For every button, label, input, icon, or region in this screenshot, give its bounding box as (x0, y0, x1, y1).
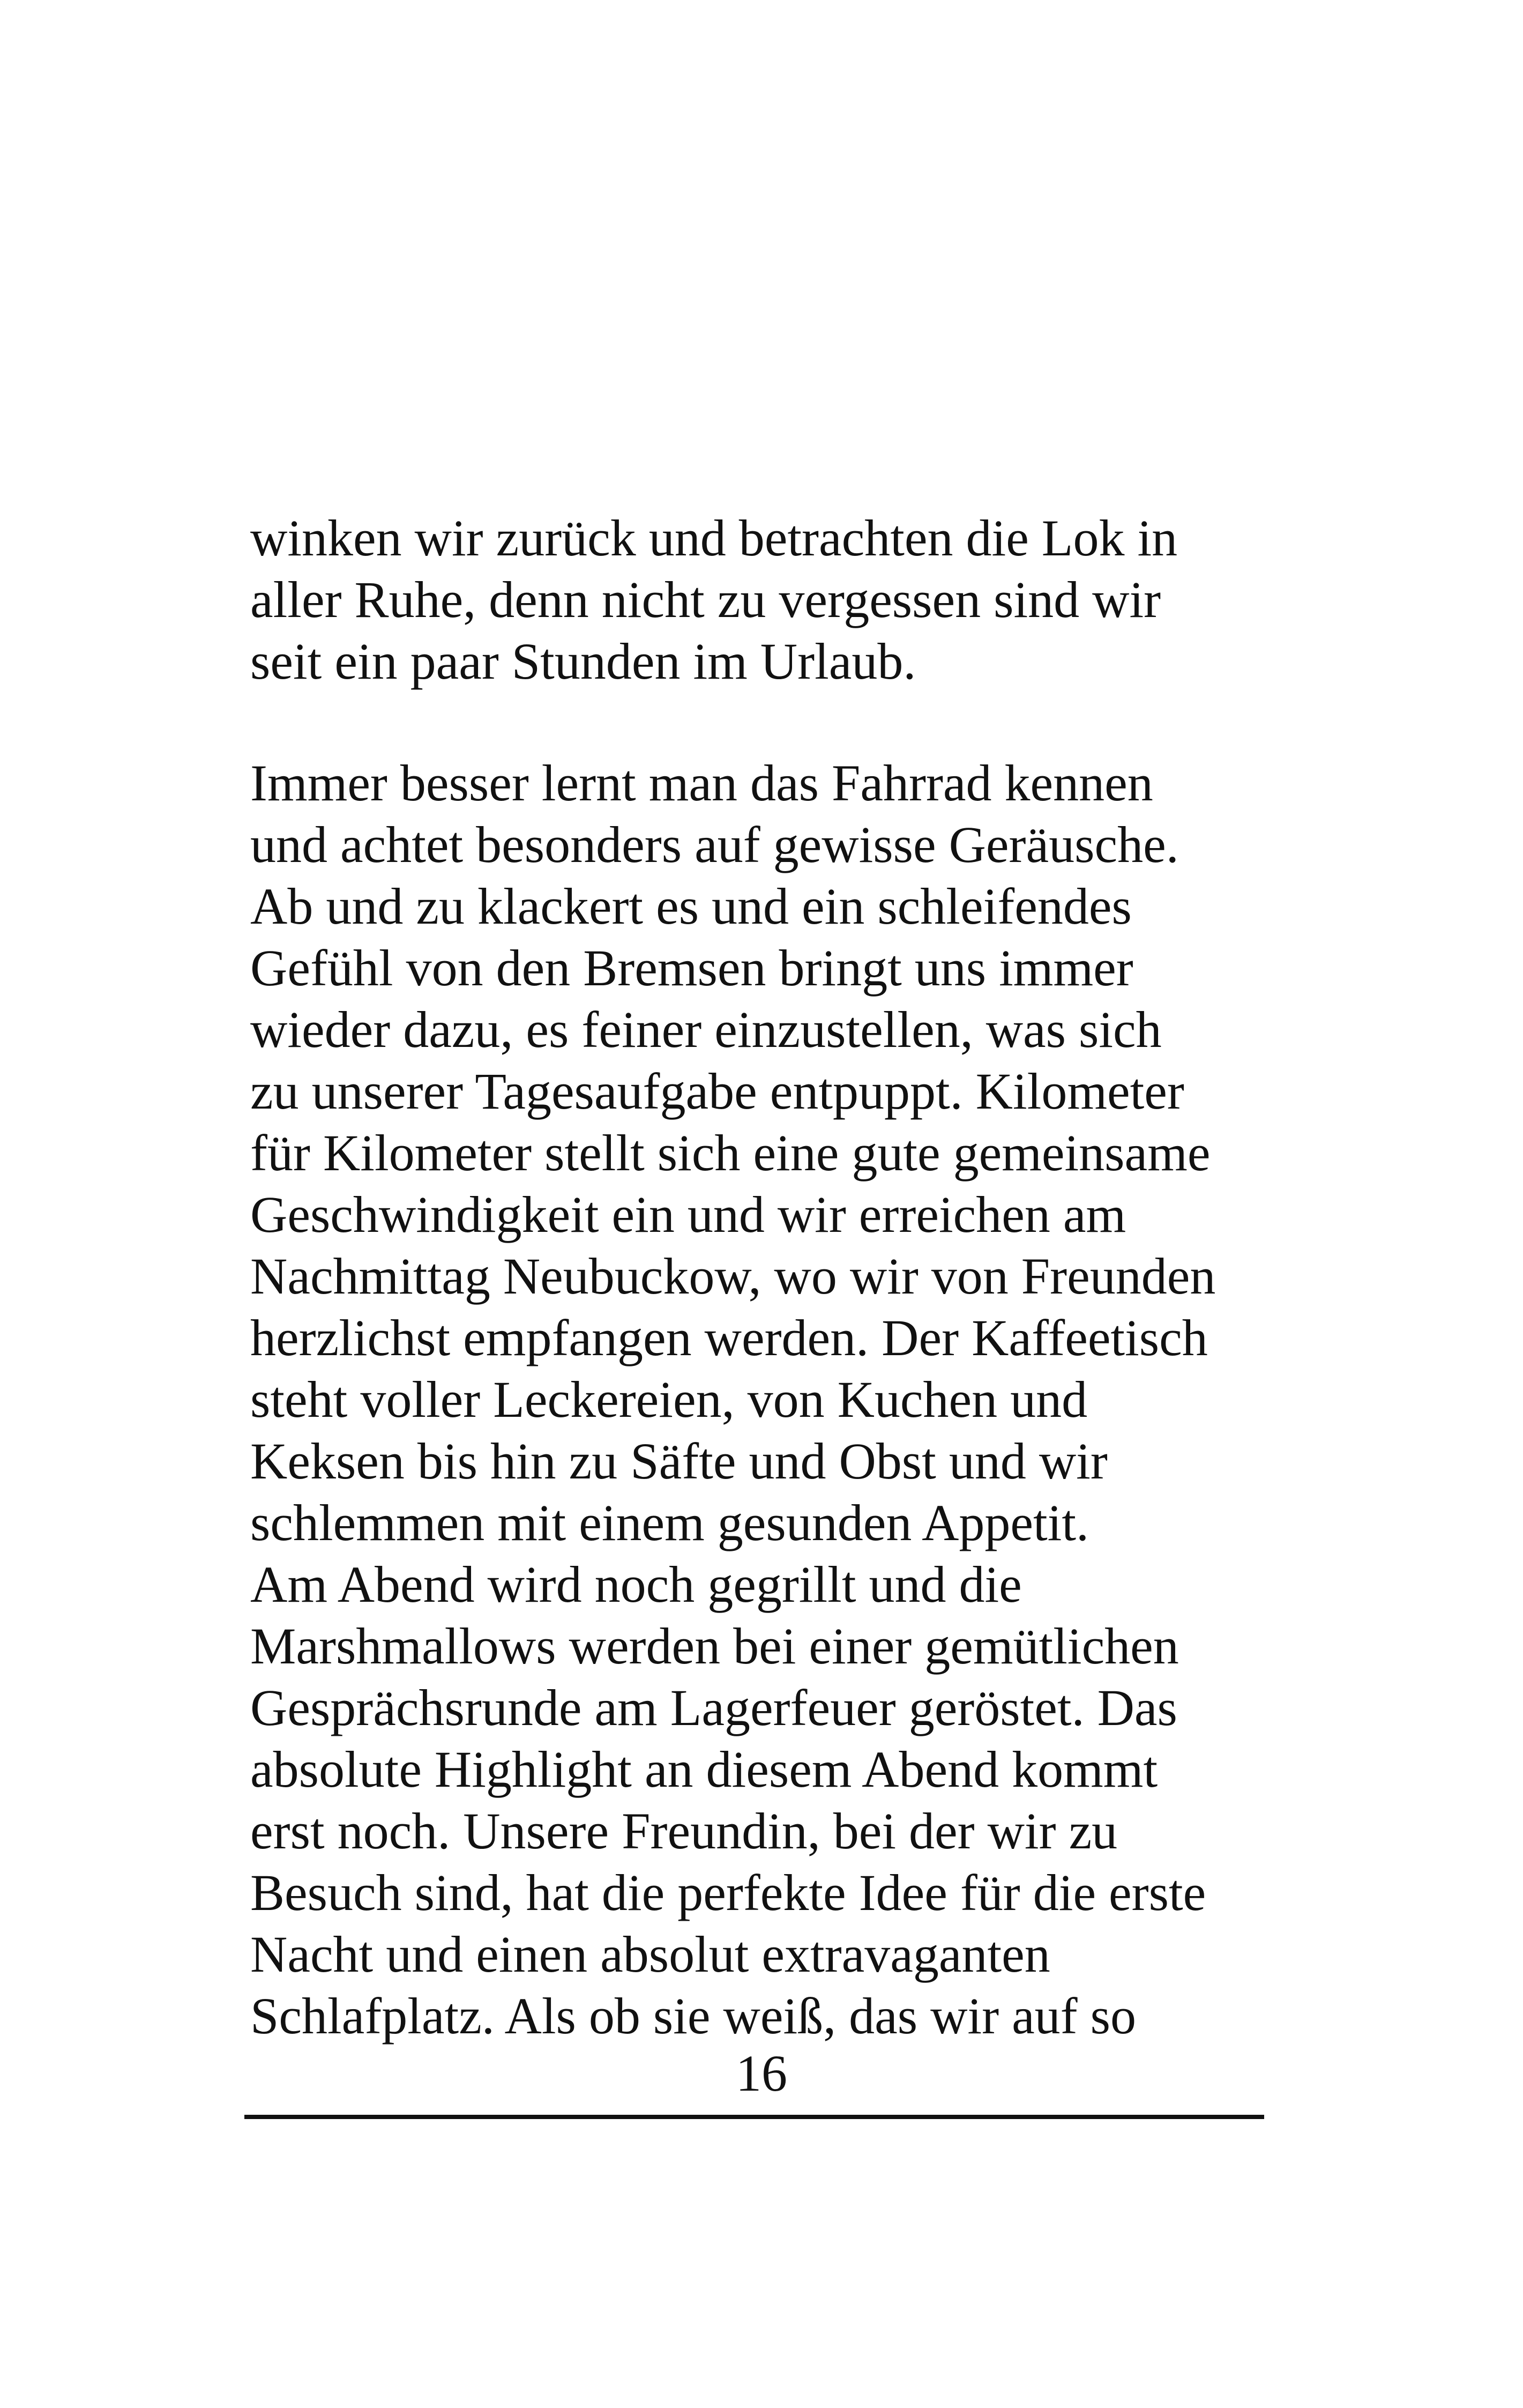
text-line: erst noch. Unsere Freundin, bei der wir zu (250, 1802, 1118, 1860)
text-line: winken wir zurück und betrachten die Lok in (250, 509, 1178, 567)
text-line: Am Abend wird noch gegrillt und die (250, 1556, 1022, 1613)
paragraph-1 (250, 507, 1285, 692)
text-line: Keksen bis hin zu Säfte und Obst und wir (250, 1432, 1108, 1490)
text-line: Ab und zu klackert es und ein schleifendes (250, 878, 1132, 935)
text-line: Schlafplatz. Als ob sie weiß, das wir auf so (250, 1987, 1136, 2045)
page-number: 16 (736, 2045, 787, 2102)
text-line: zu unserer Tagesaufgabe entpuppt. Kilometer (250, 1062, 1184, 1120)
text-line: absolute Highlight an diesem Abend kommt (250, 1741, 1158, 1798)
paragraph-2 (250, 752, 1285, 2047)
text-line: Marshmallows werden bei einer gemütlichen (250, 1617, 1179, 1675)
footer-rule (244, 2115, 1264, 2119)
text-line: herzlichst empfangen werden. Der Kaffeetisch (250, 1309, 1208, 1366)
text-line: Gefühl von den Bremsen bringt uns immer (250, 939, 1133, 997)
text-line: Geschwindigkeit ein und wir erreichen am (250, 1186, 1126, 1243)
text-line: seit ein paar Stunden im Urlaub. (250, 633, 916, 690)
text-line: für Kilometer stellt sich eine gute gemeinsame (250, 1124, 1211, 1181)
text-line: schlemmen mit einem gesunden Appetit. (250, 1494, 1089, 1551)
text-line: Immer besser lernt man das Fahrrad kennen (250, 754, 1153, 812)
text-line: Gesprächsrunde am Lagerfeuer geröstet. Das (250, 1679, 1177, 1736)
text-line: steht voller Leckereien, von Kuchen und (250, 1371, 1088, 1428)
text-line: und achtet besonders auf gewisse Geräusche. (250, 816, 1179, 873)
text-line: Nachmittag Neubuckow, wo wir von Freunden (250, 1247, 1216, 1305)
text-line: Nacht und einen absolut extravaganten (250, 1926, 1050, 1983)
text-line: aller Ruhe, denn nicht zu vergessen sind wir (250, 571, 1161, 628)
text-line: wieder dazu, es feiner einzustellen, was sich (250, 1001, 1162, 1058)
text-line: Besuch sind, hat die perfekte Idee für die erste (250, 1864, 1206, 1921)
